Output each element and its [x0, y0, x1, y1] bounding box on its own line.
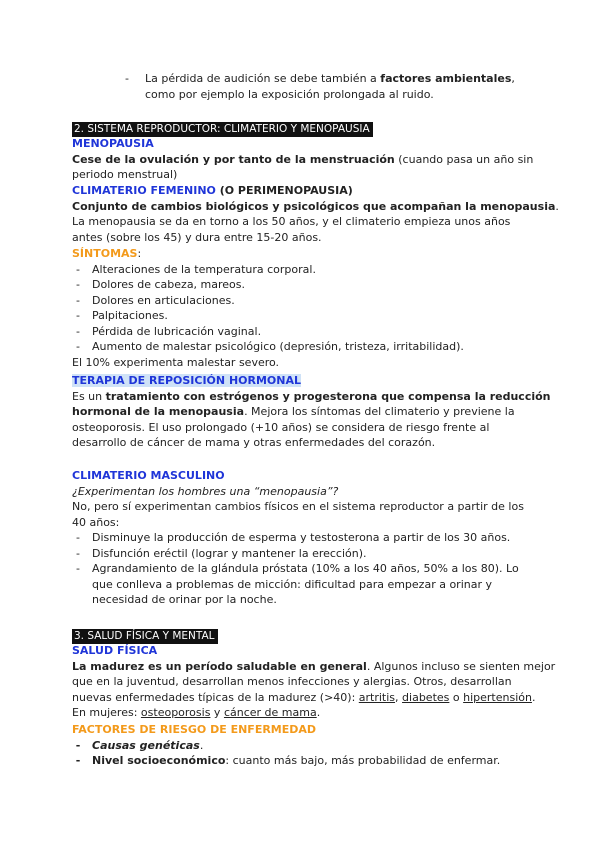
dash-mark: -	[76, 278, 80, 291]
section-2-header	[72, 121, 532, 137]
bold-text: Conjunto de cambios biológicos y psicológicos que acompañan la menopausia	[72, 199, 556, 213]
heading-blue: CLIMATERIO FEMENINO	[72, 184, 216, 197]
list-item-text: Aumento de malestar psicológico (depresión, tristeza, irritabilidad).	[92, 340, 464, 353]
top-bullet-line1	[125, 71, 545, 87]
list-item-text: que conlleva a problemas de micción: dificultad para empezar a orinar y	[92, 577, 493, 591]
dash-mark: -	[76, 531, 80, 544]
dash-mark: -	[76, 262, 80, 276]
sintomas-block	[72, 246, 542, 370]
bold-text: tratamiento con estrógenos y progesterona que compensa la reducción	[105, 389, 551, 403]
climaterio-masculino-block	[72, 468, 547, 608]
list-item	[72, 738, 547, 754]
text: nuevas enfermedades típicas de la madurez (>40):	[72, 690, 359, 704]
factores-riesgo-list	[72, 738, 547, 769]
salud-fisica-heading: SALUD FÍSICA	[72, 644, 158, 657]
text: :	[137, 247, 142, 260]
text: La pérdida de audición se debe también a	[145, 72, 381, 85]
text: ,	[395, 690, 403, 704]
terapia-line2	[72, 404, 542, 420]
top-bullet-line2: como por ejemplo la exposición prolongada al ruido.	[145, 87, 434, 101]
menopausia-heading: MENOPAUSIA	[72, 137, 154, 150]
text: Es un	[72, 389, 106, 403]
list-item	[72, 293, 542, 309]
bold-text: hormonal de la menopausia	[72, 405, 245, 418]
menopausia-block	[72, 136, 542, 183]
list-item	[72, 262, 542, 278]
list-item	[72, 530, 547, 546]
salud-fisica-block	[72, 643, 556, 721]
text: .	[316, 706, 321, 719]
underlined-term: diabetes	[402, 690, 450, 704]
list-item	[72, 339, 542, 355]
list-item	[72, 277, 542, 293]
factores-riesgo-block	[72, 722, 547, 769]
climaterio-femenino-def	[72, 199, 559, 215]
underlined-term: hipertensión	[463, 690, 532, 704]
climaterio-femenino-block	[72, 183, 559, 245]
text: : cuanto más bajo, más probabilidad de enfermar.	[225, 754, 501, 767]
climaterio-femenino-line3: antes (sobre los 45) y dura entre 15-20 años.	[72, 230, 322, 244]
bold-text: La madurez es un período saludable en general	[72, 659, 367, 673]
salud-fisica-line3	[72, 690, 547, 706]
top-bullet	[125, 71, 545, 102]
salud-fisica-line1	[72, 659, 556, 675]
text: (cuando pasa un año sin	[394, 152, 534, 166]
list-item-text: Disfunción eréctil (lograr y mantener la erección).	[92, 546, 367, 560]
text: En mujeres:	[72, 706, 141, 719]
climaterio-masculino-line2: 40 años:	[72, 515, 120, 529]
bold-text: Causas genéticas	[92, 738, 200, 752]
dash-mark: -	[76, 562, 80, 575]
menopausia-line2: periodo menstrual)	[72, 168, 178, 181]
section-title: 2. SISTEMA REPRODUCTOR: CLIMATERIO Y MENOPAUSIA	[72, 122, 373, 137]
list-item	[72, 308, 542, 324]
text: .	[531, 690, 536, 704]
list-item-text: Agrandamiento de la glándula próstata (10% a los 40 años, 50% a los 80). Lo	[92, 562, 519, 575]
bold-text: factores ambientales	[380, 72, 512, 85]
dash-mark: -	[75, 754, 81, 767]
bold-text: Nivel socioeconómico	[92, 754, 226, 767]
dash-mark: -	[76, 309, 80, 322]
list-item-text: Dolores de cabeza, mareos.	[92, 278, 246, 291]
climaterio-masculino-list	[72, 530, 547, 608]
text: . Mejora los síntomas del climaterio y previene la	[244, 405, 515, 418]
list-item-text: Pérdida de lubricación vaginal.	[92, 324, 262, 338]
section-3-header	[72, 628, 532, 644]
terapia-line1	[72, 389, 551, 405]
sintomas-list	[72, 262, 542, 355]
underlined-term: osteoporosis	[140, 706, 211, 719]
dash-mark: -	[125, 72, 129, 85]
heading: SÍNTOMAS	[72, 247, 138, 260]
underlined-term: cáncer de mama	[223, 706, 317, 719]
text: ,	[511, 72, 515, 85]
list-item	[72, 753, 547, 769]
sintomas-heading	[72, 246, 542, 262]
climaterio-masculino-heading: CLIMATERIO MASCULINO	[72, 469, 225, 482]
menopausia-line1	[72, 152, 542, 168]
list-item-text: necesidad de orinar por la noche.	[92, 593, 277, 606]
climaterio-femenino-line2: La menopausia se da en torno a los 50 años, y el climaterio empieza unos años	[72, 215, 511, 228]
climaterio-femenino-heading	[72, 183, 542, 199]
salud-fisica-line2: que en la juventud, desarrollan menos infecciones y alergias. Otros, desarrollan	[72, 675, 512, 688]
dash-mark: -	[76, 340, 80, 353]
list-item	[72, 546, 547, 562]
text: y	[210, 706, 224, 719]
terapia-heading-line	[72, 373, 542, 389]
underlined-term: artritis	[358, 690, 396, 704]
terapia-heading: TERAPIA DE REPOSICIÓN HORMONAL	[72, 374, 301, 387]
list-item-text: Alteraciones de la temperatura corporal.	[92, 262, 316, 276]
heading-black: (O PERIMENOPAUSIA)	[215, 184, 353, 197]
text: o	[449, 690, 464, 704]
sintomas-footer: El 10% experimenta malestar severo.	[72, 355, 280, 369]
terapia-line3: osteoporosis. El uso prolongado (+10 años) se considera de riesgo frente al	[72, 420, 490, 434]
climaterio-masculino-line1: No, pero sí experimentan cambios físicos en el sistema reproductor a partir de los	[72, 500, 524, 513]
dash-mark: -	[75, 738, 81, 752]
terapia-block	[72, 373, 551, 451]
climaterio-masculino-question: ¿Experimentan los hombres una “menopausia”?	[72, 484, 339, 498]
bold-text: Cese de la ovulación y por tanto de la menstruación	[72, 152, 395, 166]
dash-mark: -	[76, 324, 80, 338]
list-item-text: Disminuye la producción de esperma y testosterona a partir de los 30 años.	[92, 531, 511, 544]
text: .	[199, 738, 204, 752]
text: . Algunos incluso se sienten mejor	[366, 659, 556, 673]
section-title: 3. SALUD FÍSICA Y MENTAL	[72, 629, 218, 644]
list-item-text: Palpitaciones.	[92, 309, 168, 322]
factores-riesgo-heading: FACTORES DE RIESGO DE ENFERMEDAD	[72, 723, 317, 736]
text: .	[555, 199, 559, 213]
list-item-text: Dolores en articulaciones.	[92, 293, 235, 307]
salud-fisica-line4	[72, 705, 547, 721]
list-item	[72, 561, 547, 608]
terapia-line4: desarrollo de cáncer de mama y otras enfermedades del corazón.	[72, 436, 436, 449]
dash-mark: -	[76, 293, 80, 307]
dash-mark: -	[76, 546, 80, 560]
list-item	[72, 324, 542, 340]
